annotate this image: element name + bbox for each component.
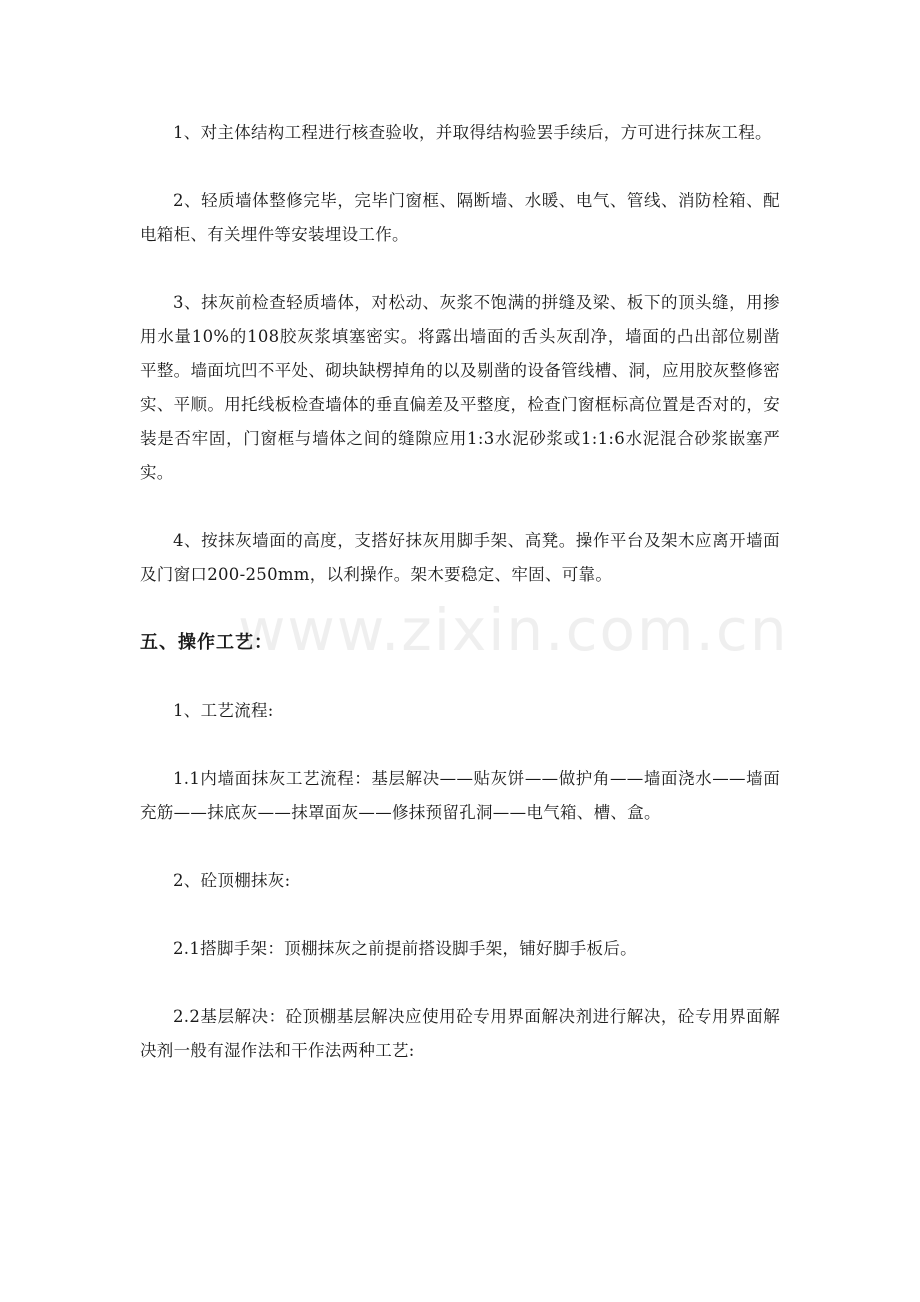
step-1-1: 1.1内墙面抹灰工艺流程：基层解决——贴灰饼——做护角——墙面浇水——墙面充筋——抹底灰——抹罩面灰——修抹预留孔洞——电气箱、槽、盒。 <box>140 769 780 822</box>
step-2: 2、砼顶棚抹灰: <box>173 871 291 890</box>
section-heading: 五、操作工艺： <box>140 632 273 653</box>
paragraph-2: 2、轻质墙体整修完毕，完毕门窗框、隔断墙、水暖、电气、管线、消防栓箱、配电箱柜、有关埋件等安装埋设工作。 <box>140 191 780 244</box>
watermark: www.zixin.com.cn <box>238 596 789 664</box>
paragraph-3: 3、抹灰前检查轻质墙体，对松动、灰浆不饱满的拼缝及梁、板下的顶头缝，用掺用水量10%的108胶灰浆填塞密实。将露出墙面的舌头灰刮净，墙面的凸出部位剔凿平整。墙面坑凹不平处、砌块缺楞掉角的以及剔凿的设备管线槽、洞，应用胶灰整修密实、平顺。用托线板检查墙体的垂直偏差及平整度，检查门窗框标高位置是否对的，安装是否牢固，门窗框与墙体之间的缝隙应用1:3水泥砂浆或1:1:6水泥混合砂浆嵌塞严实。 <box>140 293 780 482</box>
paragraph-1: 1、对主体结构工程进行核查验收，并取得结构验罢手续后，方可进行抹灰工程。 <box>173 123 772 142</box>
paragraph-4: 4、按抹灰墙面的高度，支搭好抹灰用脚手架、高凳。操作平台及架木应离开墙面及门窗口200-250mm，以利操作。架木要稳定、牢固、可靠。 <box>140 531 780 584</box>
step-2-2: 2.2基层解决：砼顶棚基层解决应使用砼专用界面解决剂进行解决，砼专用界面解决剂一般有湿作法和干作法两种工艺: <box>140 1007 780 1060</box>
step-1: 1、工艺流程: <box>173 701 274 720</box>
step-2-1: 2.1搭脚手架：顶棚抹灰之前提前搭设脚手架，铺好脚手板后。 <box>173 939 637 958</box>
document-body <box>140 116 780 1102</box>
